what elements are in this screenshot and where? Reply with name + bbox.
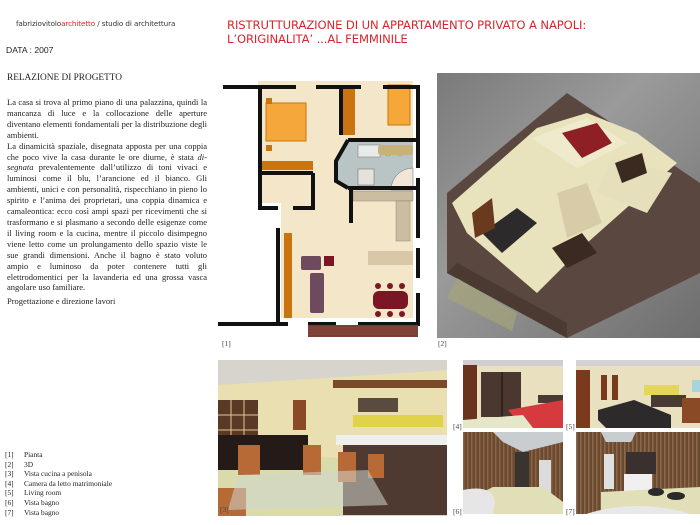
description-paragraph-1: La casa si trova al primo piano di una palazzina, quindi la mancanza di luce e la collocazione delle aperture diventano elementi fondamentali per la distribuzione degli ambienti. [7, 97, 207, 140]
bathroom-render-image-2 [576, 432, 700, 514]
title-line-2: L’ORIGINALITA’ ...AL FEMMINILE [227, 32, 408, 46]
floor-plan-image [218, 73, 433, 337]
legend-item: [4] Camera da letto matrimoniale [5, 478, 113, 488]
studio-brand [16, 19, 175, 28]
brand-name: fabriziovitolo [16, 19, 62, 28]
caption-1: [1] [222, 339, 231, 348]
legend-item: [2] 3D [5, 459, 34, 469]
credits-line: Progettazione e direzione lavori [7, 296, 116, 306]
section-title: RELAZIONE DI PROGETTO [7, 73, 122, 83]
living-room-render-image [576, 360, 700, 428]
legend-item: [3] Vista cucina a penisola [5, 469, 92, 479]
brand-accent: architetto [61, 19, 96, 28]
caption-2: [2] [438, 339, 447, 348]
caption-7: [7] [566, 507, 575, 516]
page-title [227, 18, 586, 46]
project-description [7, 97, 207, 293]
legend-item: [6] Vista bagno [5, 497, 60, 507]
legend-item: [1] Pianta [5, 450, 43, 459]
project-date: DATA : 2007 [6, 45, 54, 55]
kitchen-render-image [218, 360, 447, 516]
bedroom-render-image [463, 360, 563, 428]
image-legend [5, 450, 112, 517]
bathroom-render-image-1 [463, 432, 563, 514]
caption-4: [4] [453, 422, 462, 431]
title-line-1: RISTRUTTURAZIONE DI UN APPARTAMENTO PRIVATO A NAPOLI: [227, 18, 587, 32]
3d-view-image [437, 73, 700, 338]
caption-5: [5] [566, 422, 575, 431]
legend-item: [5] Living room [5, 488, 62, 498]
brand-tagline: / studio di architettura [95, 19, 176, 28]
caption-3: [3] [220, 505, 229, 514]
legend-item: [7] Vista bagno [5, 507, 60, 517]
description-paragraph-2: La dinamicità spaziale, disegnata apposta per una coppia che poco vive la casa durante le ore diurne, è stata di-segnata prevalentemente dall’utilizzo di toni vivaci e luminosi come il blu, l’arancione ed il bianco. Gli ambienti, unici e con personalità, rispecchiano in pieno lo spirito e l’anima dei proprietari, una coppia dinamica e camaleontica: ecco così ampi spazi per ricevimenti che si trasformano e si plasmano a secondo delle esigenze come il living room e la cucina, mentre il piccolo disimpegno viene letto come un prolungamento dello spazio viste le sue grandi dimensioni. Anche il bagno è stato voluto ampio e luminoso da poter contenere tutti gli elettrodomentici per la lavanderia ed una grossa vasca angolare uso familiare. [7, 140, 207, 293]
caption-6: [6] [453, 507, 462, 516]
